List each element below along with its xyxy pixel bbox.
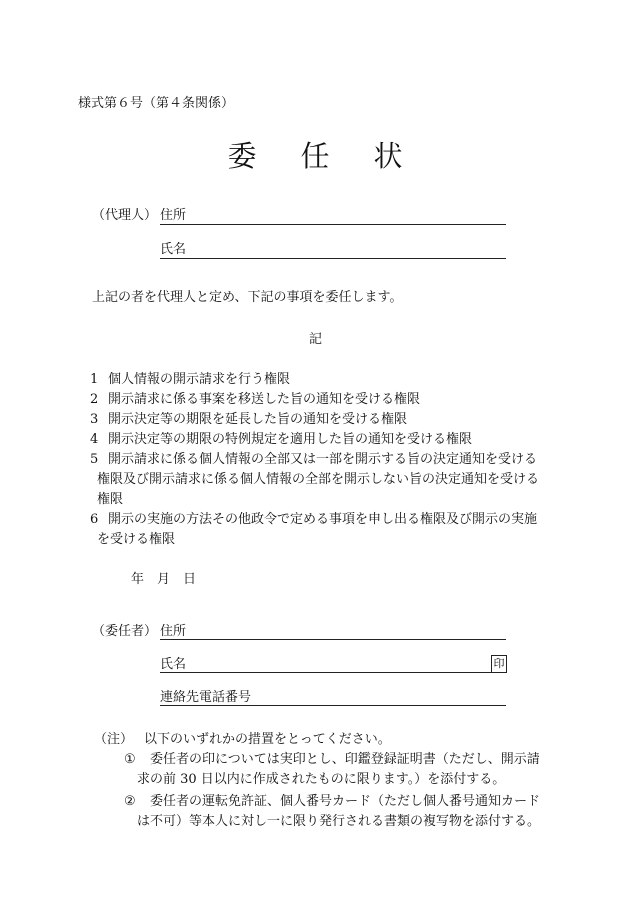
- list-item: [90, 450, 537, 470]
- notes-intro: 以下のいずれかの措置をとってください。: [144, 732, 391, 747]
- date-year-label: 年: [131, 572, 145, 587]
- item-number: 1: [90, 372, 99, 387]
- list-item: [90, 430, 472, 450]
- list-item: [90, 410, 407, 430]
- note-text-continued: は不可）等本人に対し一に限り発行される書類の複写物を添付する。: [137, 814, 541, 829]
- agent-name-label: 氏名: [160, 242, 187, 257]
- list-item: [90, 390, 420, 410]
- item-text-continued: 権限及び開示請求に係る個人情報の全部を開示しない旨の決定通知を受ける: [97, 472, 540, 487]
- note-text: 委任者の運転免許証、個人番号カード（ただし個人番号通知カード: [150, 794, 541, 809]
- item-text-continued: 権限: [97, 492, 124, 507]
- item-text: 個人情報の開示請求を行う権限: [108, 372, 291, 387]
- principal-phone-label: 連絡先電話番号: [160, 690, 252, 705]
- principal-address-field[interactable]: [160, 639, 506, 640]
- item-text: 開示決定等の期限を延長した旨の通知を受ける権限: [108, 412, 408, 427]
- item-number: 3: [90, 412, 99, 427]
- note-text-continued: 求の前 30 日以内に作成されたものに限ります。）を添付する。: [137, 772, 506, 787]
- list-item: [90, 510, 537, 530]
- agent-address-field[interactable]: [160, 224, 506, 225]
- principal-address-label: 住所: [160, 624, 187, 639]
- list-item: [90, 370, 290, 390]
- item-number: 2: [90, 392, 99, 407]
- principal-name-field[interactable]: [160, 672, 506, 673]
- item-number: 4: [90, 432, 99, 447]
- item-number: 5: [90, 452, 99, 467]
- principal-name-label: 氏名: [160, 657, 187, 672]
- item-number: 6: [90, 512, 99, 527]
- item-text: 開示請求に係る個人情報の全部又は一部を開示する旨の決定通知を受ける: [108, 452, 538, 467]
- ki-heading: 記: [309, 332, 323, 347]
- seal-box: 印: [491, 655, 507, 673]
- date-month-label: 月: [157, 572, 171, 587]
- agent-address-label: 住所: [160, 208, 187, 223]
- note-text: 委任者の印については実印とし、印鑑登録証明書（ただし、開示請: [150, 752, 540, 767]
- principal-role-label: （委任者）: [92, 624, 158, 639]
- form-number: 様式第６号（第４条関係）: [78, 96, 235, 111]
- principal-phone-field[interactable]: [160, 705, 506, 706]
- document-title: 委任状: [227, 139, 447, 173]
- intro-text: 上記の者を代理人と定め、下記の事項を委任します。: [92, 290, 403, 305]
- item-text: 開示の実施の方法その他政令で定める事項を申し出る権限及び開示の実施: [108, 512, 538, 527]
- date-day-label: 日: [183, 572, 197, 587]
- note-mark: ①: [124, 752, 136, 767]
- item-text: 開示決定等の期限の特例規定を適用した旨の通知を受ける権限: [108, 432, 473, 447]
- agent-name-field[interactable]: [160, 258, 506, 259]
- item-text: 開示請求に係る事案を移送した旨の通知を受ける権限: [108, 392, 421, 407]
- notes-label: （注）: [94, 732, 134, 747]
- agent-role-label: （代理人）: [92, 208, 158, 223]
- note-mark: ②: [124, 794, 136, 809]
- item-text-continued: を受ける権限: [97, 532, 176, 547]
